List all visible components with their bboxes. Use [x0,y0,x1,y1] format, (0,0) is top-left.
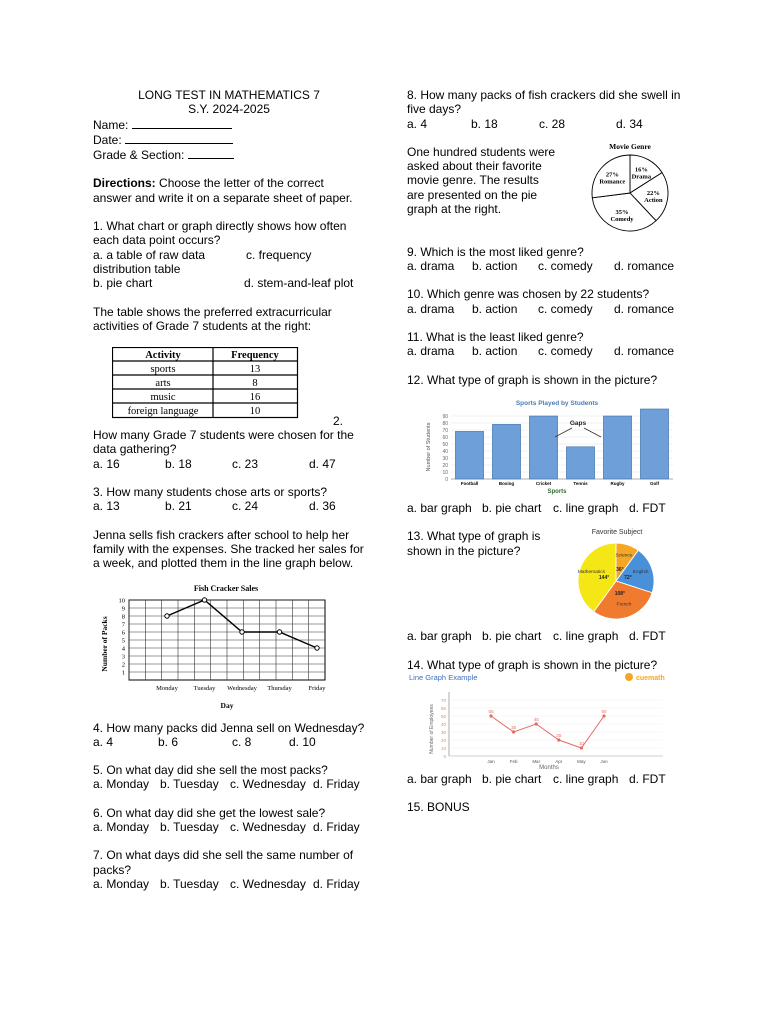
q9-option: c. comedy [538,259,593,274]
fish-chart-xlabel: Day [220,700,234,710]
y-tick-label: 6 [121,629,125,637]
q9-stem: 9. Which is the most liked genre? [407,244,584,259]
q7-option: a. Monday [93,876,150,891]
q7-option: c. Wednesday [230,876,306,891]
q8-option: a. 4 [407,116,428,131]
y-tick-label: 60 [442,434,448,441]
jenna-intro: Jenna sells fish crackers after school to help her family with the expenses. She tracked her sales for a week, and plotted them in the line graph below. [93,527,364,571]
q8-stem: 8. How many packs of fish crackers did she swell in five days? [407,88,681,117]
name-label: Name: [93,117,129,132]
movie-pie-title: Movie Genre [609,141,651,151]
data-point [277,629,281,633]
q11-option: d. romance [614,344,675,359]
cuemath-brand: cuemath [636,674,665,682]
slice-name-label: Drama [631,173,652,181]
q1-option-b: b. pie chart [93,276,153,291]
bar [529,416,557,479]
slice-percent-label: 16% [634,166,648,174]
data-point [602,714,605,717]
q14-option: d. FDT [629,771,666,786]
q12-stem: 12. What type of graph is shown in the picture? [407,372,658,387]
q12-options [407,501,687,515]
y-tick-label: 1 [121,669,125,677]
q4-stem: 4. How many packs did Jenna sell on Wednesday? [93,720,365,735]
y-tick-label: 70 [440,697,446,703]
q14-stem: 14. What type of graph is shown in the picture? [407,657,658,672]
q11-option: c. comedy [538,344,593,359]
employee-chart-xlabel: Months [539,764,559,770]
x-tick-label: Cricket [535,480,552,486]
name-line [93,117,365,132]
slice-degree-label: 144° [598,575,610,582]
genre-intro: One hundred students were asked about their favorite movie genre. The results are presented on the pie graph at the right. [407,144,556,217]
q1-option-c-cont: distribution table [93,261,181,276]
y-tick-label: 50 [440,713,446,719]
q10-stem: 10. Which genre was chosen by 22 students? [407,287,650,302]
slice-degree-label: 36° [616,567,624,574]
slice-percent-label: 22% [646,189,660,197]
q2-options [93,457,365,471]
y-tick-label: 9 [121,605,125,613]
q2-option: c. 23 [232,456,259,471]
x-tick-label: Jun [600,758,608,764]
y-tick-label: 20 [440,737,446,743]
q12-option: a. bar graph [407,500,472,515]
q13-option: d. FDT [629,629,666,644]
data-point [580,746,583,749]
data-label: 20 [556,732,562,738]
sports-chart-wrap [407,387,687,501]
table-intro: The table shows the preferred extracurricular activities of Grade 7 students at the right: [93,304,332,333]
q9-option: d. romance [614,259,675,274]
q10-option: a. drama [407,301,455,316]
table-cell: sports [150,364,176,376]
q3-option: d. 36 [309,499,336,514]
q2-stem: How many Grade 7 students were chosen for the data gathering? [93,428,354,457]
data-label: 50 [488,708,494,714]
q12-option: b. pie chart [482,500,542,515]
sports-chart-ylabel: Number of Students [426,422,432,472]
y-tick-label: 3 [121,653,125,661]
q5-option: d. Friday [313,777,360,792]
q7-stem: 7. On what days did she sell the same number of packs? [93,848,354,877]
q10-options [407,302,687,316]
q13-option: c. line graph [553,629,619,644]
grade-line [93,147,365,162]
q10-option: b. action [472,301,518,316]
slice-degree-label: 72° [624,575,632,582]
employee-chart-wrap [407,672,687,772]
q13-option: b. pie chart [482,629,542,644]
x-tick-label: Jan [487,758,495,764]
name-blank [132,117,232,129]
q5-option: a. Monday [93,777,150,792]
y-tick-label: 40 [440,721,446,727]
q8-option: b. 18 [471,116,498,131]
test-title: LONG TEST IN MATHEMATICS 7 [138,88,320,102]
q1-option-c: c. frequency [246,247,312,262]
q11-stem: 11. What is the least liked genre? [407,330,584,345]
x-tick-label: Mar [532,758,541,764]
sports-chart-title: Sports Played by Students [515,399,599,407]
q4-option: b. 6 [158,734,179,749]
slice-name-label: Mathematics [577,570,606,576]
data-label: 40 [533,716,539,722]
table-cell: 13 [249,364,261,376]
bar [566,447,594,479]
data-label: 30 [511,724,517,730]
q6-options [93,820,365,834]
employee-chart-ylabel: Number of Employees [429,704,435,754]
slice-name-label: Science [615,553,633,559]
slice-degree-label: 108° [614,591,626,598]
left-column [93,88,365,891]
data-point [512,730,515,733]
q6-stem: 6. On what day did she get the lowest sale? [93,805,326,820]
y-tick-label: 40 [442,448,448,455]
q8-option: c. 28 [539,116,566,131]
subject-pie-title: Favorite Subject [591,529,643,537]
slice-name-label: French [616,602,632,608]
y-tick-label: 5 [121,637,125,645]
directions-text: Choose the letter of the correct answer and write it on a separate sheet of paper. [93,176,353,205]
gaps-annotation: Gaps [569,419,587,427]
date-line [93,132,365,147]
data-point [165,613,169,617]
q1-option-d: d. stem-and-leaf plot [244,276,354,291]
y-tick-label: 10 [442,469,448,476]
y-tick-label: 10 [440,745,446,751]
q5-options [93,777,365,791]
y-tick-label: 8 [121,613,125,621]
q2-number: 2. [332,413,343,428]
q3-stem: 3. How many students chose arts or sports? [93,485,328,500]
right-column [407,88,687,814]
data-point [557,738,560,741]
q5-option: c. Wednesday [230,777,306,792]
y-tick-label: 90 [442,413,448,420]
x-tick-label: Monday [156,684,178,692]
activity-table-wrap [93,333,365,428]
q3-options [93,499,365,513]
x-tick-label: Friday [308,684,326,692]
grade-label: Grade & Section: [93,148,185,163]
table-header-activity: Activity [145,350,181,362]
date-blank [125,132,233,144]
x-tick-label: Apr [555,758,563,764]
table-header-frequency: Frequency [231,350,279,362]
employee-line-chart [407,672,673,770]
data-label: 50 [601,708,607,714]
q4-option: c. 8 [232,734,252,749]
q9-options [407,259,687,273]
q13-options [407,629,687,643]
q5-stem: 5. On what day did she sell the most packs? [93,763,328,778]
q9-option: b. action [472,259,518,274]
y-tick-label: 30 [440,729,446,735]
slice-name-label: English [632,570,649,576]
q14-option: a. bar graph [407,771,472,786]
q8-option: d. 34 [616,116,643,131]
q11-options [407,344,687,358]
x-tick-label: Wednesday [227,684,257,692]
q7-option: b. Tuesday [160,876,219,891]
data-point [489,714,492,717]
x-tick-label: May [577,758,586,764]
q11-option: b. action [472,344,518,359]
slice-name-label: Comedy [610,216,634,224]
slice-name-label: Action [644,196,663,204]
x-tick-label: Thursday [267,684,292,692]
q8-options [407,117,687,131]
cuemath-logo-icon [625,673,633,681]
q13-stem: 13. What type of graph is shown in the picture? [407,529,541,558]
q9-option: a. drama [407,259,455,274]
y-tick-label: 70 [442,427,448,434]
q1-row1 [93,248,365,262]
bar [492,424,520,479]
grade-blank [188,147,234,159]
q6-option: d. Friday [313,820,360,835]
y-tick-label: 7 [121,621,125,629]
q4-option: a. 4 [93,734,114,749]
directions-label: Directions: [93,176,156,191]
data-point [202,597,206,601]
table-cell: 8 [252,378,258,390]
q10-option: c. comedy [538,301,593,316]
q1-row2 [93,276,365,290]
favorite-subject-pie-chart [562,525,672,623]
directions [93,176,365,205]
movie-genre-pie-chart [576,139,680,235]
data-label: 10 [578,740,584,746]
q4-options [93,735,365,749]
x-tick-label: Tennis [573,480,588,486]
q3-option: b. 21 [165,499,192,514]
bar [455,431,483,479]
fish-chart-wrap [93,571,365,721]
q2-option: b. 18 [165,456,192,471]
y-tick-label: 10 [118,597,125,605]
activity-table [112,347,302,423]
x-tick-label: Boxing [498,480,515,486]
y-tick-label: 2 [121,661,125,669]
y-tick-label: 60 [440,705,446,711]
y-tick-label: 0 [443,753,446,759]
q3-option: c. 24 [232,499,259,514]
q13-option: a. bar graph [407,629,472,644]
x-tick-label: Golf [650,480,659,486]
q10-option: d. romance [614,301,675,316]
y-tick-label: 80 [442,420,448,427]
q14-options [407,772,687,786]
x-tick-label: Tuesday [193,684,216,692]
sports-chart-xlabel: Sports [547,488,567,495]
y-tick-label: 20 [442,462,448,469]
q2-option: a. 16 [93,456,120,471]
genre-block [407,141,687,245]
q14-option: b. pie chart [482,771,542,786]
q11-option: a. drama [407,344,455,359]
subject-block [407,529,687,629]
table-cell: foreign language [127,406,199,418]
school-year: S.Y. 2024-2025 [188,102,270,117]
q5-option: b. Tuesday [160,777,219,792]
table-cell: arts [155,378,171,390]
q6-option: a. Monday [93,820,150,835]
date-label: Date: [93,132,122,147]
q12-option: c. line graph [553,500,619,515]
y-tick-label: 50 [442,441,448,448]
fish-chart-title: Fish Cracker Sales [193,583,259,593]
q6-option: b. Tuesday [160,820,219,835]
y-tick-label: 4 [121,645,125,653]
data-point [240,629,244,633]
fish-chart-ylabel: Number of Packs [100,615,109,672]
slice-name-label: Romance [599,178,626,186]
q12-option: d. FDT [629,500,666,515]
q4-option: d. 10 [289,734,316,749]
slice-percent-label: 27% [605,171,619,179]
q7-option: d. Friday [313,876,360,891]
x-tick-label: Football [460,480,479,486]
q3-option: a. 13 [93,499,120,514]
q15-stem: 15. BONUS [407,800,470,815]
y-tick-label: 30 [442,455,448,462]
data-point [315,645,319,649]
bar [603,416,631,479]
sports-bar-chart [417,395,683,495]
slice-percent-label: 35% [615,209,629,217]
q2-option: d. 47 [309,456,336,471]
x-tick-label: Feb [509,758,518,764]
q1-option-a: a. a table of raw data [93,247,206,262]
table-cell: music [150,392,176,404]
fish-cracker-line-chart [95,577,350,723]
table-cell: 10 [249,406,261,418]
employee-chart-title: Line Graph Example [409,672,478,682]
data-point [535,722,538,725]
q6-option: c. Wednesday [230,820,306,835]
x-tick-label: Rugby [610,480,625,486]
bar [640,409,668,479]
gaps-arrows [555,428,601,437]
table-cell: 16 [249,392,261,404]
q14-option: c. line graph [553,771,619,786]
y-tick-label: 0 [445,476,448,483]
q7-options [93,877,365,891]
q1-stem: 1. What chart or graph directly shows how often each data point occurs? [93,219,347,248]
